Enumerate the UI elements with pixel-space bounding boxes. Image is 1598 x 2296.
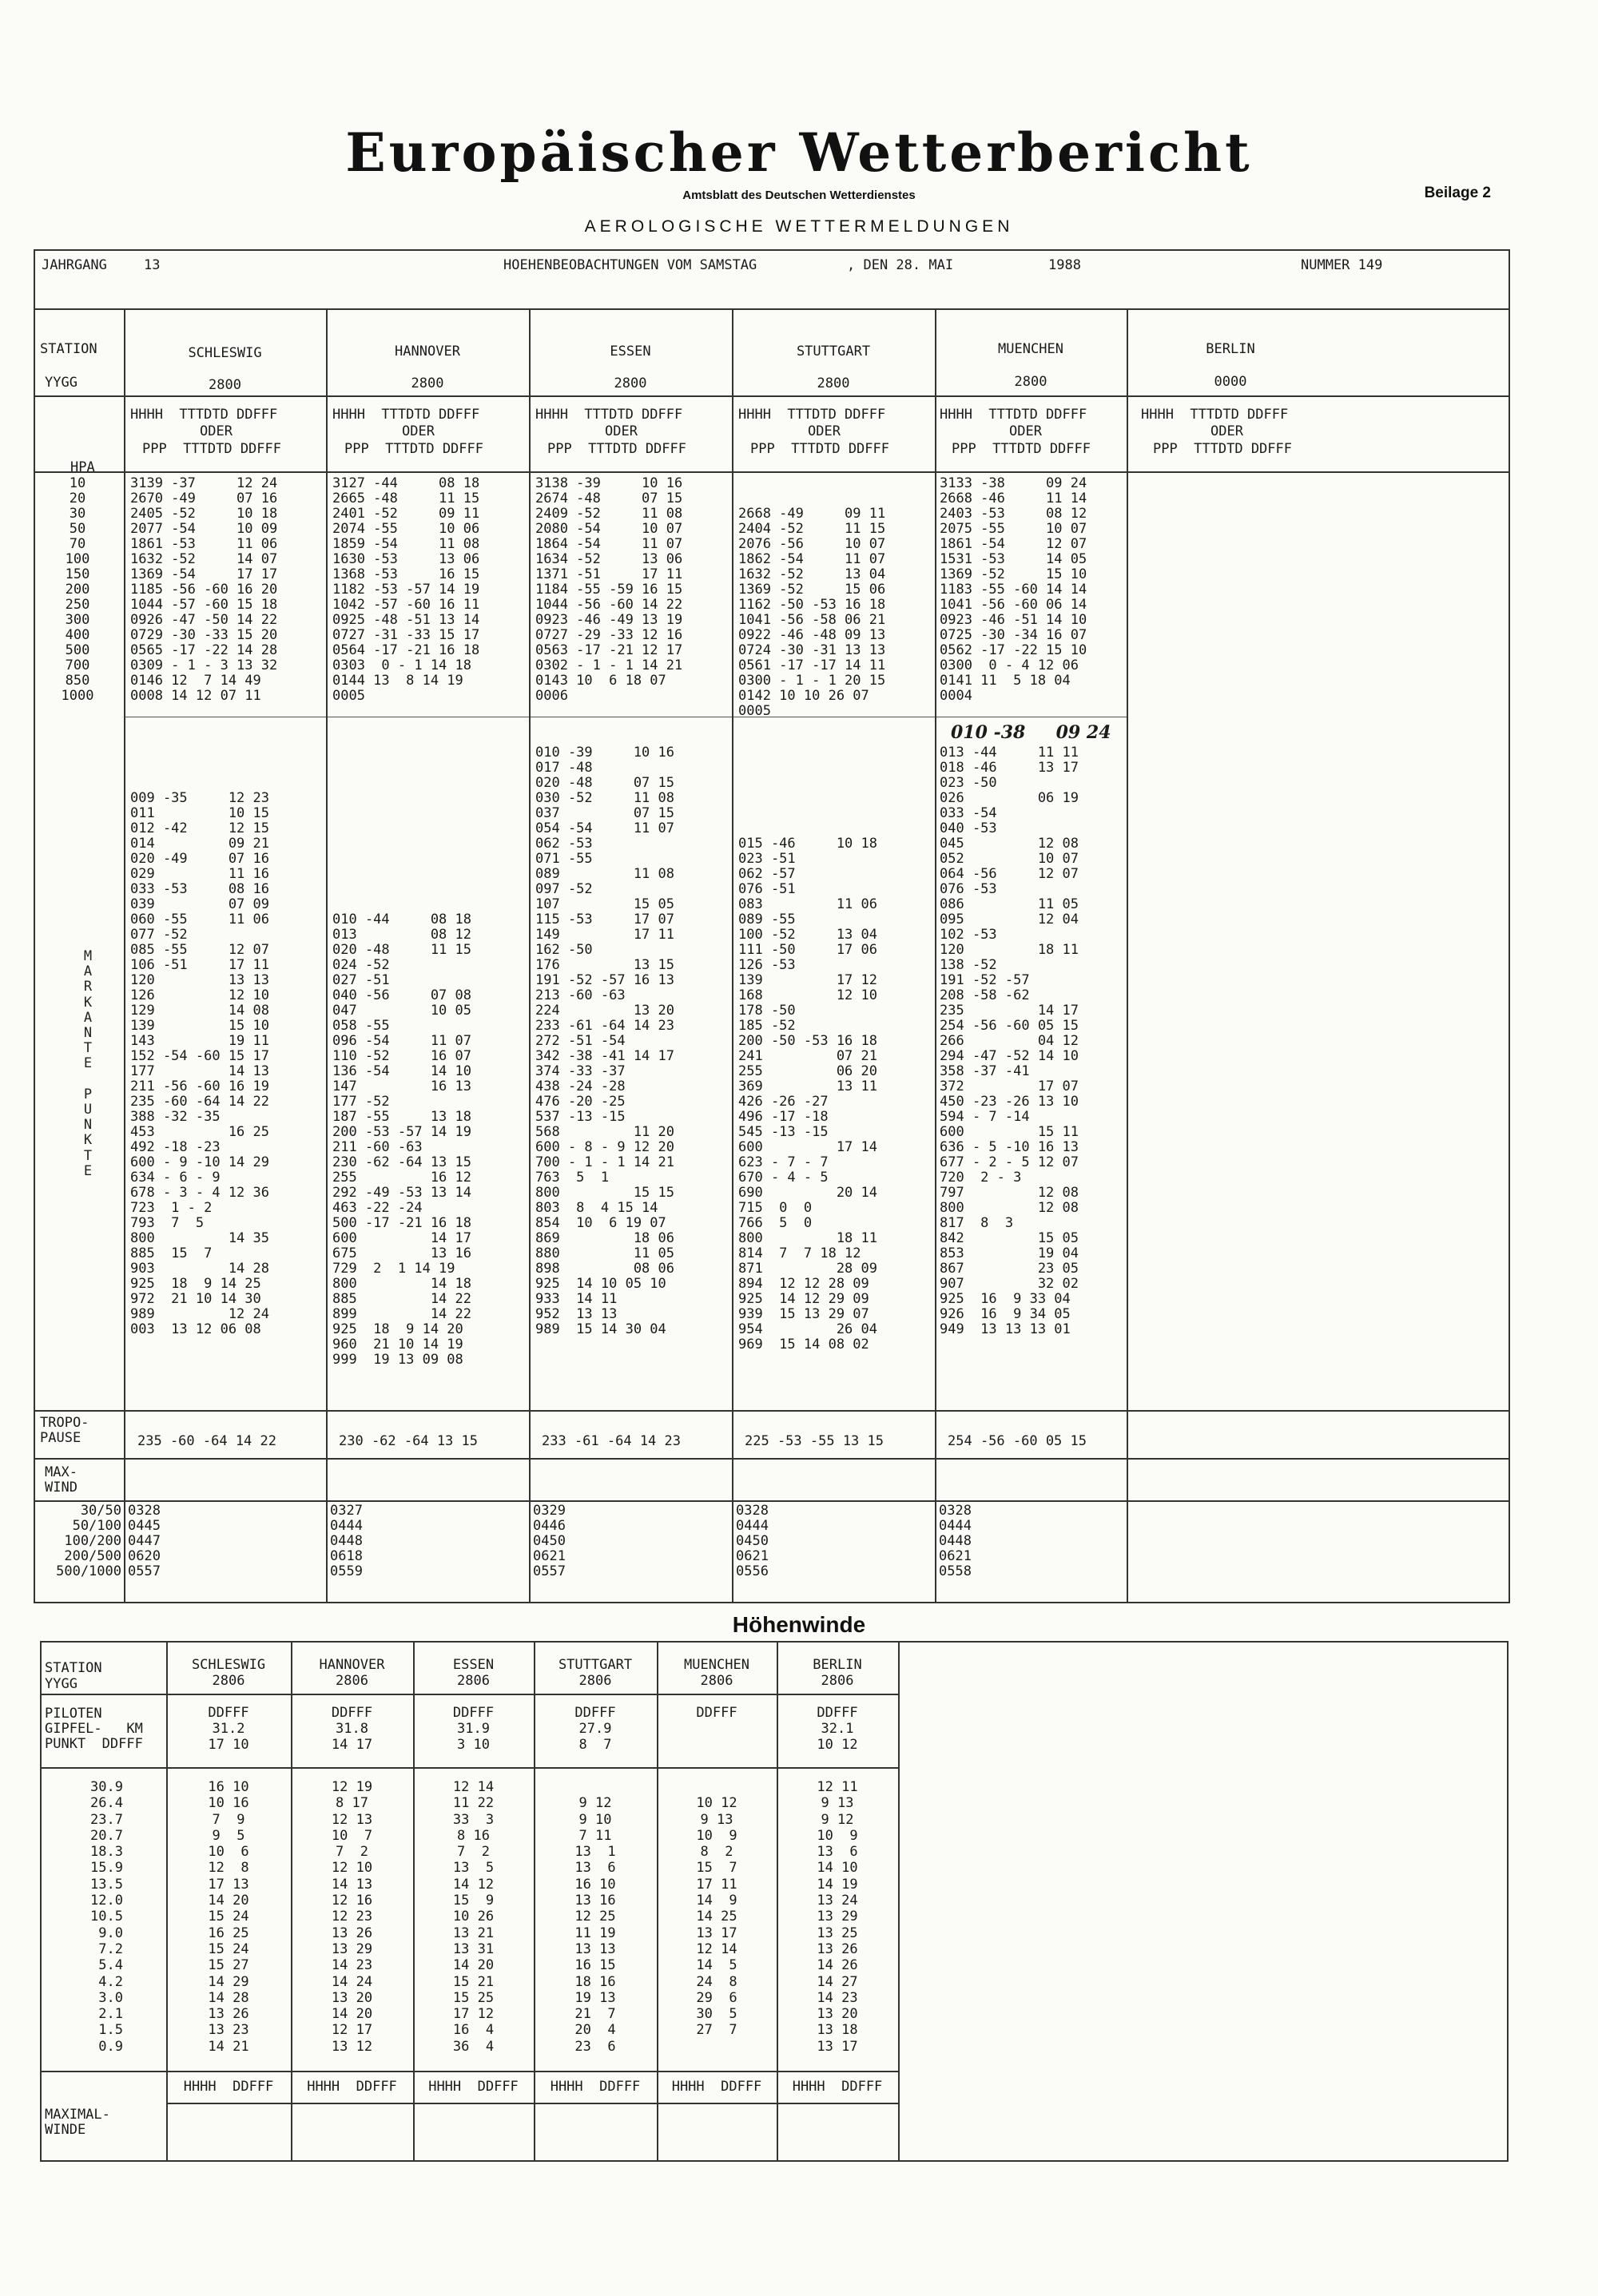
maxwind-label: MAX- WIND	[45, 1464, 78, 1496]
colhead-oder: ODER	[200, 423, 233, 439]
tropo-hannover: 230 -62 -64 13 15	[339, 1433, 478, 1449]
jahrgang-value: 13	[144, 257, 161, 273]
maxwind-muenchen: 0328 0444 0448 0621 0558	[939, 1503, 972, 1579]
std-data-hannover: 3127 -44 08 18 2665 -48 11 15 2401 -52 09 11 2074 -55 10 06 1859 -54 11 08 1630 -53 13 06 1368 -53 16 15 1182 -53 -57 14 19 1042 -57 -60 16 11 0925 -48 -51 13 14 0727 -31 -33 15 17 0564 -17 -21 16 18 0303 0 - 1 14 18 0144 13 8 14 19 0005	[332, 475, 480, 704]
winds-schleswig: 16 10 10 16 7 9 9 5 10 6 12 8 17 13 14 20 15 24 16 25 15 24 15 27 14 29 14 28 13 26 13 23 14 21	[208, 1779, 249, 2055]
colhead-oder: ODER	[605, 423, 638, 439]
winds-yygg-label: YYGG	[45, 1676, 78, 1692]
wind-station-essen: ESSEN	[452, 1657, 495, 1673]
colhead-schleswig: HHHH TTTDTD DDFFF	[130, 407, 278, 423]
wind-station-stuttgart: STUTTGART	[558, 1657, 633, 1673]
station-name-essen: ESSEN	[610, 344, 651, 359]
winds-muenchen: 10 12 9 13 10 9 8 2 15 7 17 11 14 9 14 25 13 17 12 14 14 5 24 8 29 6 30 5 27 7	[696, 1795, 737, 2039]
section-title: AEROLOGISCHE WETTERMELDUNGEN	[584, 217, 1014, 236]
colhead-hannover: HHHH TTTDTD DDFFF	[332, 407, 480, 423]
std-data-essen: 3138 -39 10 16 2674 -48 07 15 2409 -52 11 08 2080 -54 10 07 1864 -54 11 07 1634 -52 13 06 1371 -51 17 11 1184 -55 -59 16 15 1044 -56 -60 14 22 0923 -46 -49 13 19 0727 -29 -33 12 16 0563 -17 -21 12 17 0302 - 1 - 1 14 21 0143 10 6 18 07 0006	[535, 475, 683, 704]
issue-number: NUMMER 149	[1301, 257, 1383, 273]
maxwind-schleswig: 0328 0445 0447 0620 0557	[128, 1503, 161, 1579]
sig-data-schleswig: 009 -35 12 23 011 10 15 012 -42 12 15 014 09 21 020 -49 07 16 029 11 16 033 -53 08 16 039 07 09 060 -55 11 06 077 -52 085 -55 12 07 106 -51 17 11 120 13 13 126 12 10 129 14 08 139 15 10 143 19 11 152 -54 -60 15 17 177 14 13 211 -56 -60 16 19 235 -60 -64 14 22 388 -32 -35 453 16 25 492 -18 -23 600 - 9 -10 14 29 634 - 6 - 9 678 - 3 - 4 12 36 723 1 - 2 793 7 5 800 14 35 885 15 7 903 14 28 925 18 9 14 25 972 21 10 14 30 989 12 24 003 13 12 06 08	[130, 790, 269, 1337]
observation-date: , DEN 28. MAI	[847, 257, 954, 273]
maxwind-hannover: 0327 0444 0448 0618 0559	[330, 1503, 363, 1579]
tropo-schleswig: 235 -60 -64 14 22	[137, 1433, 276, 1449]
observation-year: 1988	[1048, 257, 1081, 273]
gipfel-stuttgart: 27.9	[578, 1721, 612, 1737]
wind-station-muenchen: MUENCHEN	[684, 1657, 749, 1673]
colhead-ppp: PPP TTTDTD DDFFF	[750, 441, 889, 457]
hpa-label: HPA	[70, 459, 95, 475]
maximal-winde-label: MAXIMAL- WINDE	[45, 2107, 110, 2138]
tropopause-label: TROPO- PAUSE	[40, 1415, 89, 1446]
hhhh-ddfff-label: HHHH DDFFF	[671, 2079, 762, 2095]
station-label: STATION	[40, 341, 97, 357]
station-name-hannover: HANNOVER	[395, 344, 460, 359]
colhead-oder: ODER	[402, 423, 435, 439]
colhead-ppp: PPP TTTDTD DDFFF	[142, 441, 281, 457]
gipfel-schleswig: 31.2	[212, 1721, 245, 1737]
sig-data-hannover: 010 -44 08 18 013 08 12 020 -48 11 15 024 -52 027 -51 040 -56 07 08 047 10 05 058 -55 096 -54 11 07 110 -52 16 07 136 -54 14 10 147 16 13 177 -52 187 -55 13 18 200 -53 -57 14 19 211 -60 -63 230 -62 -64 13 15 255 16 12 292 -49 -53 13 14 463 -22 -24 500 -17 -21 16 18 600 14 17 675 13 16 729 2 1 14 19 800 14 18 885 14 22 899 14 22 925 18 9 14 20 960 21 10 14 19 999 19 13 09 08	[332, 912, 471, 1368]
punkt-hannover: 14 17	[331, 1737, 373, 1753]
colhead-muenchen: HHHH TTTDTD DDFFF	[940, 407, 1087, 423]
observation-day: HOEHENBEOBACHTUNGEN VOM SAMSTAG	[503, 257, 757, 273]
tropo-essen: 233 -61 -64 14 23	[542, 1433, 681, 1449]
newspaper-title: Europäischer Wetterbericht	[345, 121, 1253, 184]
colhead-ppp: PPP TTTDTD DDFFF	[547, 441, 686, 457]
beilage-label: Beilage 2	[1424, 185, 1491, 201]
hhhh-ddfff-label: HHHH DDFFF	[428, 2079, 519, 2095]
station-yygg-hannover: 2800	[411, 375, 444, 391]
maxwind-stuttgart: 0328 0444 0450 0621 0556	[736, 1503, 769, 1579]
station-yygg-schleswig: 2800	[209, 377, 241, 393]
hoehenwinde-title: Höhenwinde	[732, 1612, 866, 1637]
colhead-oder: ODER	[1210, 423, 1243, 439]
colhead-ppp: PPP TTTDTD DDFFF	[344, 441, 483, 457]
punkt-stuttgart: 8 7	[578, 1737, 612, 1753]
station-name-schleswig: SCHLESWIG	[188, 345, 262, 361]
ddfff-label: DDFFF	[331, 1705, 373, 1721]
hhhh-ddfff-label: HHHH DDFFF	[183, 2079, 274, 2095]
colhead-oder: ODER	[808, 423, 841, 439]
station-yygg-berlin: 0000	[1214, 374, 1247, 390]
colhead-oder: ODER	[1009, 423, 1042, 439]
ddfff-label: DDFFF	[452, 1705, 495, 1721]
std-data-muenchen: 3133 -38 09 24 2668 -46 11 14 2403 -53 08 12 2075 -55 10 07 1861 -54 12 07 1531 -53 14 05 1369 -52 15 10 1183 -55 -60 14 14 1041 -56 -60 06 14 0923 -46 -51 14 10 0725 -30 -34 16 07 0562 -17 -22 15 10 0300 0 - 4 12 06 0141 11 5 18 04 0004	[940, 475, 1087, 704]
maxwind-levels: 30/50 50/100 100/200 200/500 500/1000	[56, 1503, 121, 1579]
colhead-ppp: PPP TTTDTD DDFFF	[1153, 441, 1292, 457]
station-name-muenchen: MUENCHEN	[998, 341, 1063, 357]
wind-levels-km: 30.9 26.4 23.7 20.7 18.3 15.9 13.5 12.0 10.5 9.0 7.2 5.4 4.2 3.0 2.1 1.5 0.9	[90, 1779, 123, 2055]
tropo-stuttgart: 225 -53 -55 13 15	[745, 1433, 884, 1449]
ddfff-label: DDFFF	[696, 1705, 737, 1721]
punkt-berlin: 10 12	[817, 1737, 858, 1753]
ddfff-label: DDFFF	[574, 1705, 616, 1721]
station-yygg-muenchen: 2800	[1014, 374, 1047, 390]
colhead-stuttgart: HHHH TTTDTD DDFFF	[738, 407, 886, 423]
jahrgang-label: JAHRGANG	[42, 257, 107, 273]
wind-yygg-schleswig: 2806	[212, 1673, 245, 1689]
winds-berlin: 12 11 9 13 9 12 10 9 13 6 14 10 14 19 13 24 13 29 13 25 13 26 14 26 14 27 14 23 13 20 13 18 13 17	[817, 1779, 858, 2055]
punkt-essen: 3 10	[457, 1737, 490, 1753]
sig-data-stuttgart: 015 -46 10 18 023 -51 062 -57 076 -51 083 11 06 089 -55 100 -52 13 04 111 -50 17 06 126 -53 139 17 12 168 12 10 178 -50 185 -52 200 -50 -53 16 18 241 07 21 255 06 20 369 13 11 426 -26 -27 496 -17 -18 545 -13 -15 600 17 14 623 - 7 - 7 670 - 4 - 5 690 20 14 715 0 0 766 5 0 800 18 11 814 7 7 18 12 871 28 09 894 12 12 28 09 925 14 12 29 09 939 15 13 29 07 954 26 04 969 15 14 08 02	[738, 836, 877, 1353]
hhhh-ddfff-label: HHHH DDFFF	[550, 2079, 641, 2095]
markante-punkte-label: M A R K A N T E P U N K T E	[83, 948, 93, 1179]
gipfel-essen: 31.9	[457, 1721, 490, 1737]
punkt-schleswig: 17 10	[208, 1737, 249, 1753]
station-yygg-essen: 2800	[614, 375, 647, 391]
wind-yygg-berlin: 2806	[821, 1673, 854, 1689]
station-yygg-stuttgart: 2800	[817, 375, 850, 391]
wind-station-berlin: BERLIN	[813, 1657, 862, 1673]
wind-yygg-essen: 2806	[457, 1673, 490, 1689]
yygg-label: YYGG	[45, 375, 78, 391]
station-name-berlin: BERLIN	[1206, 341, 1255, 357]
hhhh-ddfff-label: HHHH DDFFF	[307, 2079, 397, 2095]
wind-yygg-muenchen: 2806	[700, 1673, 733, 1689]
winds-stuttgart: 9 12 9 10 7 11 13 1 13 6 16 10 13 16 12 25 11 19 13 13 16 15 18 16 19 13 21 7 20 4 23 6	[574, 1795, 616, 2055]
ddfff-label: DDFFF	[208, 1705, 249, 1721]
colhead-berlin: HHHH TTTDTD DDFFF	[1141, 407, 1289, 423]
sig-data-muenchen: 013 -44 11 11 018 -46 13 17 023 -50 026 06 19 033 -54 040 -53 045 12 08 052 10 07 064 -56 12 07 076 -53 086 11 05 095 12 04 102 -53 120 18 11 138 -52 191 -52 -57 208 -58 -62 235 14 17 254 -56 -60 05 15 266 04 12 294 -47 -52 14 10 358 -37 -41 372 17 07 450 -23 -26 13 10 594 - 7 -14 600 15 11 636 - 5 -10 16 13 677 - 2 - 5 12 07 720 2 - 3 797 12 08 800 12 08 817 8 3 842 15 05 853 19 04 867 23 05 907 32 02 925 16 9 33 04 926 16 9 34 05 949 13 13 13 01	[940, 745, 1079, 1337]
std-data-stuttgart: 2668 -49 09 11 2404 -52 11 15 2076 -56 10 07 1862 -54 11 07 1632 -52 13 04 1369 -52 15 06 1162 -50 -53 16 18 1041 -56 -58 06 21 0922 -46 -48 09 13 0724 -30 -31 13 13 0561 -17 -17 14 11 0300 - 1 - 1 20 15 0142 10 10 26 07 0005	[738, 506, 886, 719]
ddfff-label: DDFFF	[817, 1705, 858, 1721]
maxwind-essen: 0329 0446 0450 0621 0557	[533, 1503, 566, 1579]
wind-station-schleswig: SCHLESWIG	[191, 1657, 266, 1673]
hpa-levels: 10 20 30 50 70 100 150 200 250 300 400 500 700 850 1000	[61, 475, 94, 704]
std-data-schleswig: 3139 -37 12 24 2670 -49 07 16 2405 -52 10 18 2077 -54 10 09 1861 -53 11 06 1632 -52 14 07 1369 -54 17 17 1185 -56 -60 16 20 1044 -57 -60 15 18 0926 -47 -50 14 22 0729 -30 -33 15 20 0565 -17 -22 14 28 0309 - 1 - 3 13 32 0146 12 7 14 49 0008 14 12 07 11	[130, 475, 278, 704]
colhead-ppp: PPP TTTDTD DDFFF	[952, 441, 1091, 457]
gipfel-hannover: 31.8	[336, 1721, 368, 1737]
wind-yygg-hannover: 2806	[336, 1673, 368, 1689]
wind-station-hannover: HANNOVER	[319, 1657, 385, 1673]
subtitle: Amtsblatt des Deutschen Wetterdienstes	[682, 189, 916, 202]
sig-data-essen: 010 -39 10 16 017 -48 020 -48 07 15 030 -52 11 08 037 07 15 054 -54 11 07 062 -53 071 -55 089 11 08 097 -52 107 15 05 115 -53 17 07 149 17 11 162 -50 176 13 15 191 -52 -57 16 13 213 -60 -63 224 13 20 233 -61 -64 14 23 272 -51 -54 342 -38 -41 14 17 374 -33 -37 438 -24 -28 476 -20 -25 537 -13 -15 568 11 20 600 - 8 - 9 12 20 700 - 1 - 1 14 21 763 5 1 800 15 15 803 8 4 15 14 854 10 6 19 07 869 18 06 880 11 05 898 08 06 925 14 10 05 10 933 14 11 952 13 13 989 15 14 30 04	[535, 745, 674, 1337]
piloten-label: PILOTEN GIPFEL- KM PUNKT DDFFF	[45, 1706, 143, 1752]
sig-first-muenchen: 010 -38 09 24	[951, 722, 1111, 743]
winds-essen: 12 14 11 22 33 3 8 16 7 2 13 5 14 12 15 9 10 26 13 21 13 31 14 20 15 21 15 25 17 12 16 4 36 4	[452, 1779, 495, 2055]
winds-station-label: STATION	[45, 1660, 102, 1676]
wind-yygg-stuttgart: 2806	[578, 1673, 612, 1689]
hhhh-ddfff-label: HHHH DDFFF	[792, 2079, 883, 2095]
winds-hannover: 12 19 8 17 12 13 10 7 7 2 12 10 14 13 12 16 12 23 13 26 13 29 14 23 14 24 13 20 14 20 12 17 13 12	[331, 1779, 373, 2055]
gipfel-berlin: 32.1	[821, 1721, 854, 1737]
station-name-stuttgart: STUTTGART	[796, 344, 871, 359]
tropo-muenchen: 254 -56 -60 05 15	[948, 1433, 1087, 1449]
colhead-essen: HHHH TTTDTD DDFFF	[535, 407, 683, 423]
